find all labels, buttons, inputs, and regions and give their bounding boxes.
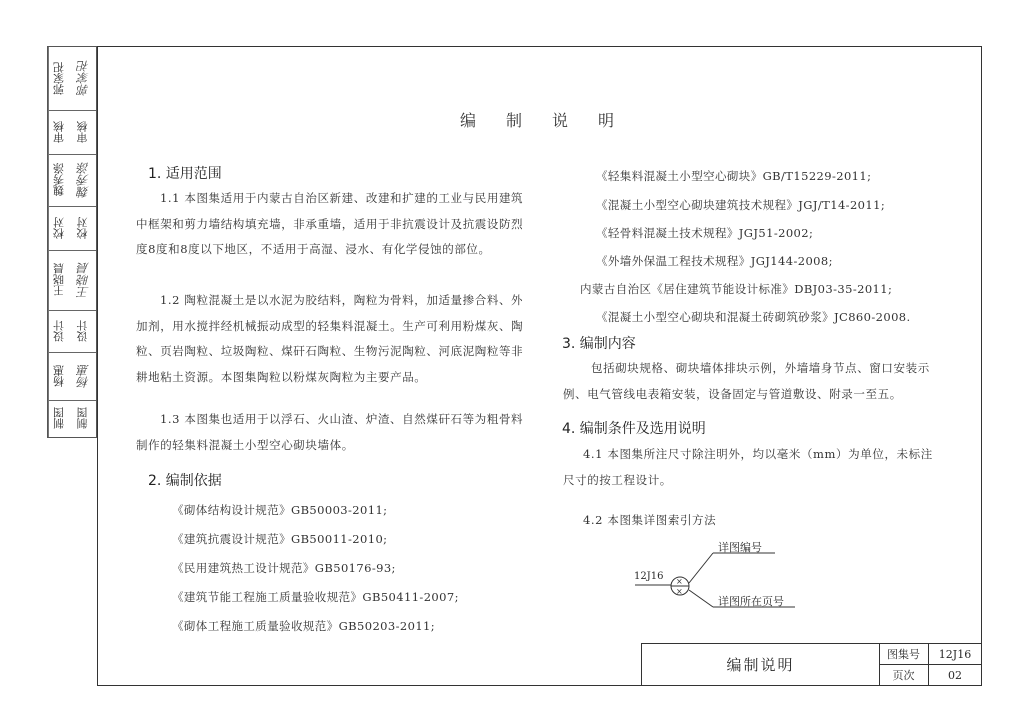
paragraph-1-2: 1.2 陶粒混凝土是以水泥为胶结料，陶粒为骨料，加适量掺合料、外加剂，用水搅拌经机械振动成型的轻集料混凝土。生产可利用粉煤灰、陶粒、页岩陶粒、垃圾陶粒、煤矸石陶粒、生物污泥陶粒、河底泥陶粒等非耕地粘土资源。本图集陶粒以粉煤灰陶粒为主要产品。 — [136, 293, 524, 384]
index-code-label: 12J16 — [634, 571, 664, 582]
sidebar-role: 校对 — [48, 206, 70, 250]
reference-item: 《轻骨料混凝土技术规程》JGJ51-2002; — [596, 226, 814, 240]
signature-sidebar — [47, 46, 97, 438]
paragraph-1-3: 1.3 本图集也适用于以浮石、火山渣、炉渣、自然煤矸石等为粗骨料制作的轻集料混凝土小型空心砌块墙体。 — [136, 412, 524, 452]
sidebar-role-2: 审核 — [76, 121, 89, 143]
section-heading-basis: 2. 编制依据 — [148, 473, 222, 489]
page-number-label: 页次 — [879, 665, 929, 685]
section-heading-content: 3. 编制内容 — [562, 336, 636, 352]
cross-mark-top: × — [676, 577, 683, 586]
leader-top — [689, 553, 713, 583]
reference-item: 《民用建筑热工设计规范》GB50176-93; — [172, 561, 396, 575]
paragraph-3-1: 包括砌块规格、砌块墙体排块示例，外墙墙身节点、窗口安装示例、电气管线电表箱安装，设备固定与管道敷设、附录一至五。 — [563, 361, 930, 401]
reference-item: 内蒙古自治区《居住建筑节能设计标准》DBJ03-35-2011; — [580, 282, 893, 296]
title-block — [641, 643, 982, 686]
paragraph-4-2: 4.2 本图集详图索引方法 — [583, 513, 717, 527]
paragraph-4-1: 4.1 本图集所注尺寸除注明外，均以毫米（mm）为单位，未标注尺寸的按工程设计。 — [563, 447, 933, 487]
sidebar-name: 杨惠 — [48, 352, 70, 400]
sidebar-row-drafter-name — [48, 352, 96, 401]
signature: 郭家祀 — [76, 60, 91, 97]
sidebar-role: 审核 — [48, 110, 70, 154]
index-symbol-diagram — [625, 535, 805, 620]
sidebar-row-designer — [48, 310, 96, 353]
title-block-title: 编制说明 — [642, 644, 880, 685]
reference-item: 《砌体结构设计规范》GB50003-2011; — [172, 503, 388, 517]
sidebar-name: 王晓晨 — [48, 250, 70, 310]
section-heading-conditions: 4. 编制条件及选用说明 — [562, 421, 706, 437]
sidebar-name: 郭家祀 — [48, 47, 70, 110]
reference-item: 《外墙外保温工程技术规程》JGJ144-2008; — [596, 254, 833, 268]
reference-item: 《建筑抗震设计规范》GB50011-2010; — [172, 532, 388, 546]
page-number-value: 02 — [948, 668, 962, 682]
sidebar-role-2: 校对 — [76, 217, 89, 239]
reference-item: 《轻集料混凝土小型空心砌块》GB/T15229-2011; — [596, 169, 872, 183]
sidebar-role-2: 设计 — [76, 320, 89, 342]
reference-item: 《混凝土小型空心砌块和混凝土砖砌筑砂浆》JC860-2008. — [596, 310, 911, 324]
set-number-label: 图集号 — [879, 644, 929, 665]
sidebar-role-2: 制图 — [76, 407, 89, 430]
sidebar-name: 魏秀涤 — [48, 154, 70, 206]
set-number-value: 12J16 — [929, 644, 981, 665]
detail-page-label: 详图所在页号 — [718, 595, 784, 608]
signature: 魏秀涤 — [76, 162, 91, 198]
cross-mark-bottom: × — [676, 587, 683, 596]
sidebar-row-reviewer-name — [48, 47, 96, 111]
page-title: 编制说明 — [460, 111, 645, 130]
sidebar-row-drafter — [48, 400, 96, 437]
reference-item: 《建筑节能工程施工质量验收规范》GB50411-2007; — [172, 590, 459, 604]
leader-bottom — [689, 590, 713, 607]
signature: 杨惠 — [76, 364, 91, 388]
sidebar-row-checker — [48, 206, 96, 251]
sidebar-row-designer-name — [48, 250, 96, 311]
signature: 王晓晨 — [76, 262, 91, 298]
sidebar-row-checker-name — [48, 154, 96, 207]
detail-number-label: 详图编号 — [718, 541, 762, 554]
paragraph-1-1: 1.1 本图集适用于内蒙古自治区新建、改建和扩建的工业与民用建筑中框架和剪力墙结构填充墙，非承重墙，适用于非抗震设计及抗震设防烈度8度和8度以下地区，不适用于高湿、浸水、有化学侵蚀的部位。 — [136, 191, 524, 256]
reference-item: 《砌体工程施工质量验收规范》GB50203-2011; — [172, 619, 436, 633]
sidebar-role: 制图 — [48, 400, 70, 437]
sidebar-row-reviewer — [48, 110, 96, 155]
reference-item: 《混凝土小型空心砌块建筑技术规程》JGJ/T14-2011; — [596, 198, 886, 212]
section-heading-scope: 1. 适用范围 — [148, 166, 222, 182]
sidebar-role: 设计 — [48, 310, 70, 352]
